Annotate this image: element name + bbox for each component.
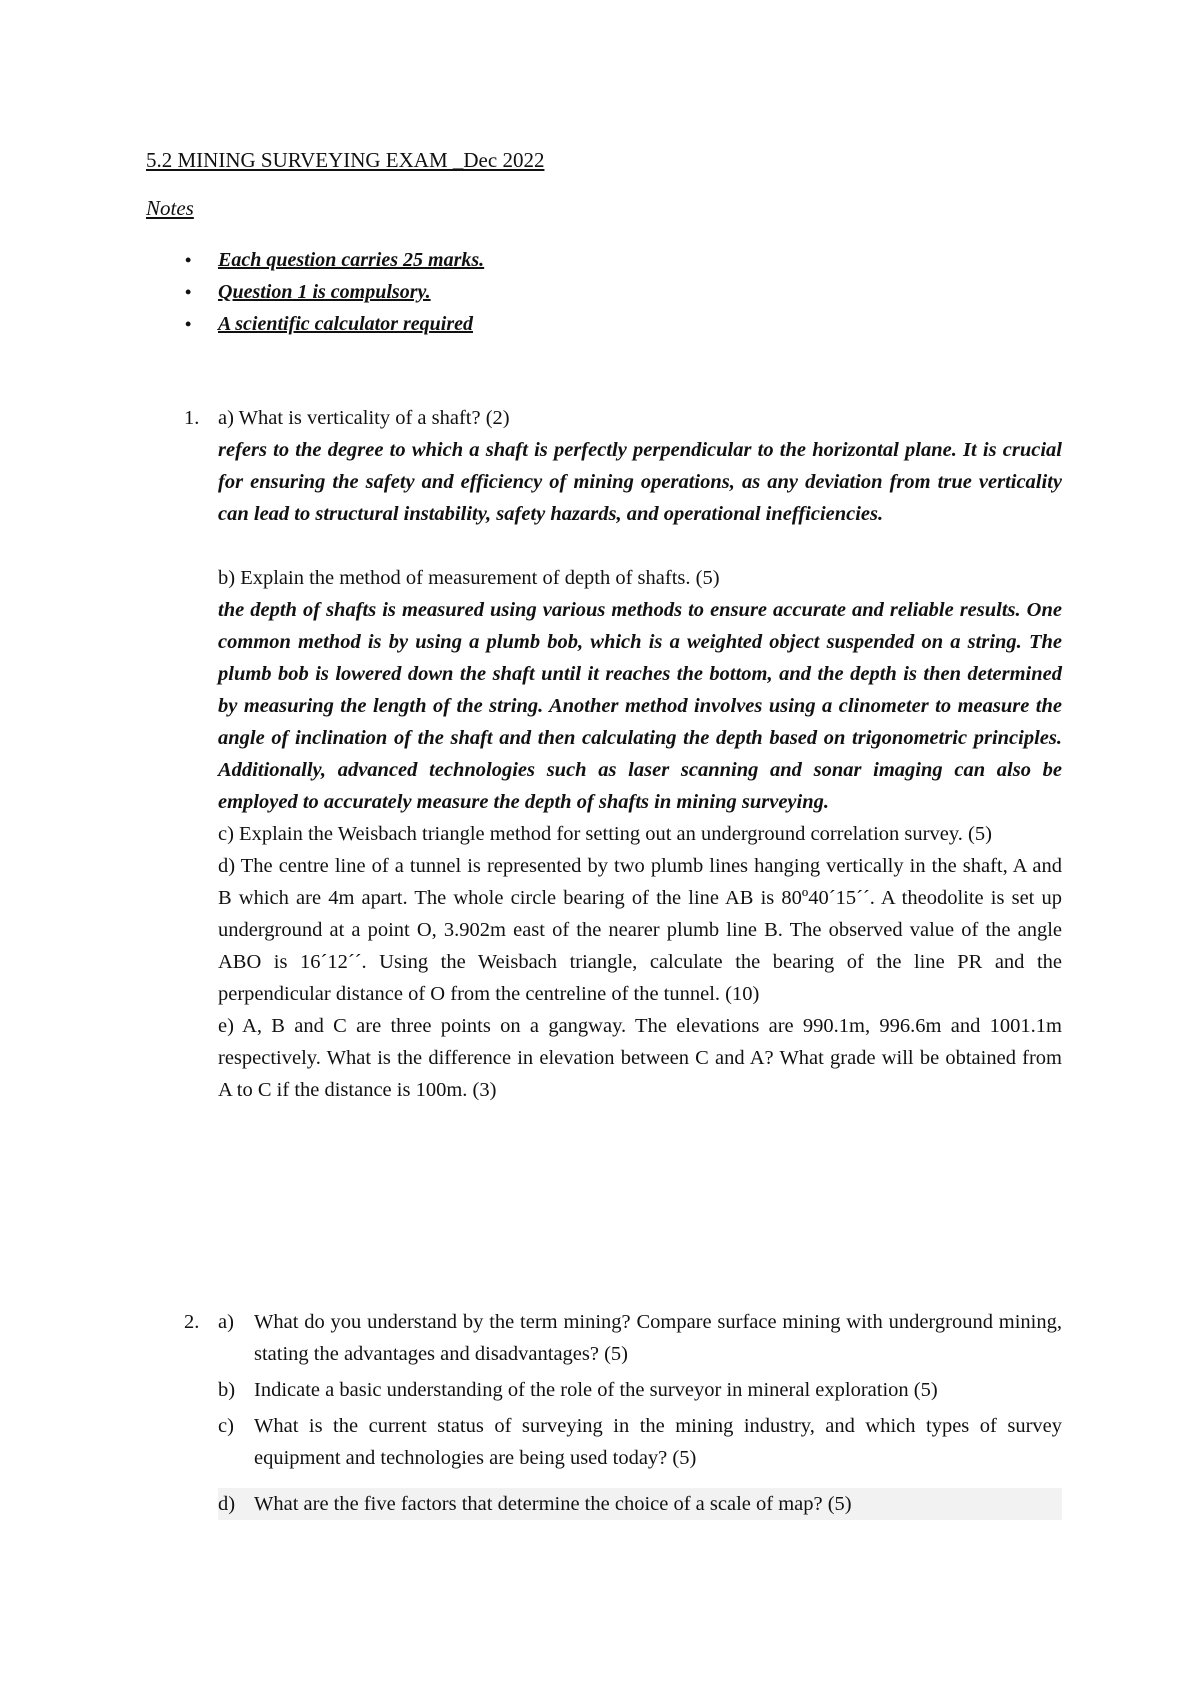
answer-1b: the depth of shafts is measured using various methods to ensure accurate and reliable results. One common method is by using a plumb bob, which is a weighted object suspended on a string. The plumb bob is lowered down the shaft until it reaches the bottom, and the depth is then determined by measuring the length of the string. Another method involves using a clinometer to measure the angle of inclination of the shaft and then calculating the depth based on trigonometric principles. Additionally, advanced technologies such as laser scanning and sonar imaging can also be employed to accurately measure the depth of shafts in mining surveying.: [218, 599, 1062, 813]
note-text: A scientific calculator required: [218, 313, 473, 335]
part-label: c): [218, 1415, 234, 1437]
page-title: 5.2 MINING SURVEYING EXAM _Dec 2022: [146, 148, 545, 172]
notes-heading: Notes: [146, 196, 194, 220]
question-2: [146, 1306, 1062, 1520]
list-item: [146, 276, 484, 308]
question-body: [218, 402, 1062, 1106]
part-text: What do you understand by the term mining? Compare surface mining with underground mining, stating the advantages and disadvantages? (5): [254, 1311, 1062, 1365]
part-text: What is the current status of surveying in the mining industry, and which types of survey equipment and technologies are being used today? (5): [254, 1415, 1062, 1469]
question-2c: [218, 1410, 1062, 1474]
question-number: 2.: [184, 1311, 200, 1333]
question-2a: [218, 1306, 1062, 1370]
question-1c: c) Explain the Weisbach triangle method for setting out an underground correlation survey. (5): [218, 823, 992, 845]
question-1e: e) A, B and C are three points on a gangway. The elevations are 990.1m, 996.6m and 1001.1m respectively. What is the difference in elevation between C and A? What grade will be obtained from A to C if the distance is 100m. (3): [218, 1015, 1062, 1101]
note-text: Each question carries 25 marks.: [218, 249, 485, 271]
question-2b: [218, 1374, 1062, 1406]
note-text: Question 1 is compulsory.: [218, 281, 431, 303]
answer-1a: refers to the degree to which a shaft is perfectly perpendicular to the horizontal plane. It is crucial for ensuring the safety and efficiency of mining operations, as any deviation from true verticality can lead to structural instability, safety hazards, and operational inefficiencies.: [218, 439, 1062, 525]
notes-list: [146, 244, 484, 340]
list-item: [146, 244, 484, 276]
question-1d: d) The centre line of a tunnel is represented by two plumb lines hanging vertically in the shaft, A and B which are 4m apart. The whole circle bearing of the line AB is 80º40´15´´. A theodolite is set up underground at a point O, 3.902m east of the nearer plumb line B. The observed value of the angle ABO is 16´12´´. Using the Weisbach triangle, calculate the bearing of the line PR and the perpendicular distance of O from the centreline of the tunnel. (10): [218, 855, 1062, 1005]
question-1a: a) What is verticality of a shaft? (2): [218, 407, 510, 429]
question-1b: b) Explain the method of measurement of depth of shafts. (5): [218, 567, 720, 589]
bullet-icon: •: [185, 282, 192, 302]
question-number: 1.: [184, 407, 200, 429]
bullet-icon: •: [185, 314, 192, 334]
part-label: b): [218, 1379, 236, 1401]
part-text: What are the five factors that determine the choice of a scale of map? (5): [254, 1493, 852, 1515]
list-item: [146, 308, 484, 340]
part-label: a): [218, 1311, 234, 1333]
question-2d: [218, 1488, 1062, 1520]
question-body: [218, 1306, 1062, 1520]
part-label: d): [218, 1493, 236, 1515]
part-text: Indicate a basic understanding of the role of the surveyor in mineral exploration (5): [254, 1379, 938, 1401]
bullet-icon: •: [185, 250, 192, 270]
question-1: [146, 402, 1062, 1106]
